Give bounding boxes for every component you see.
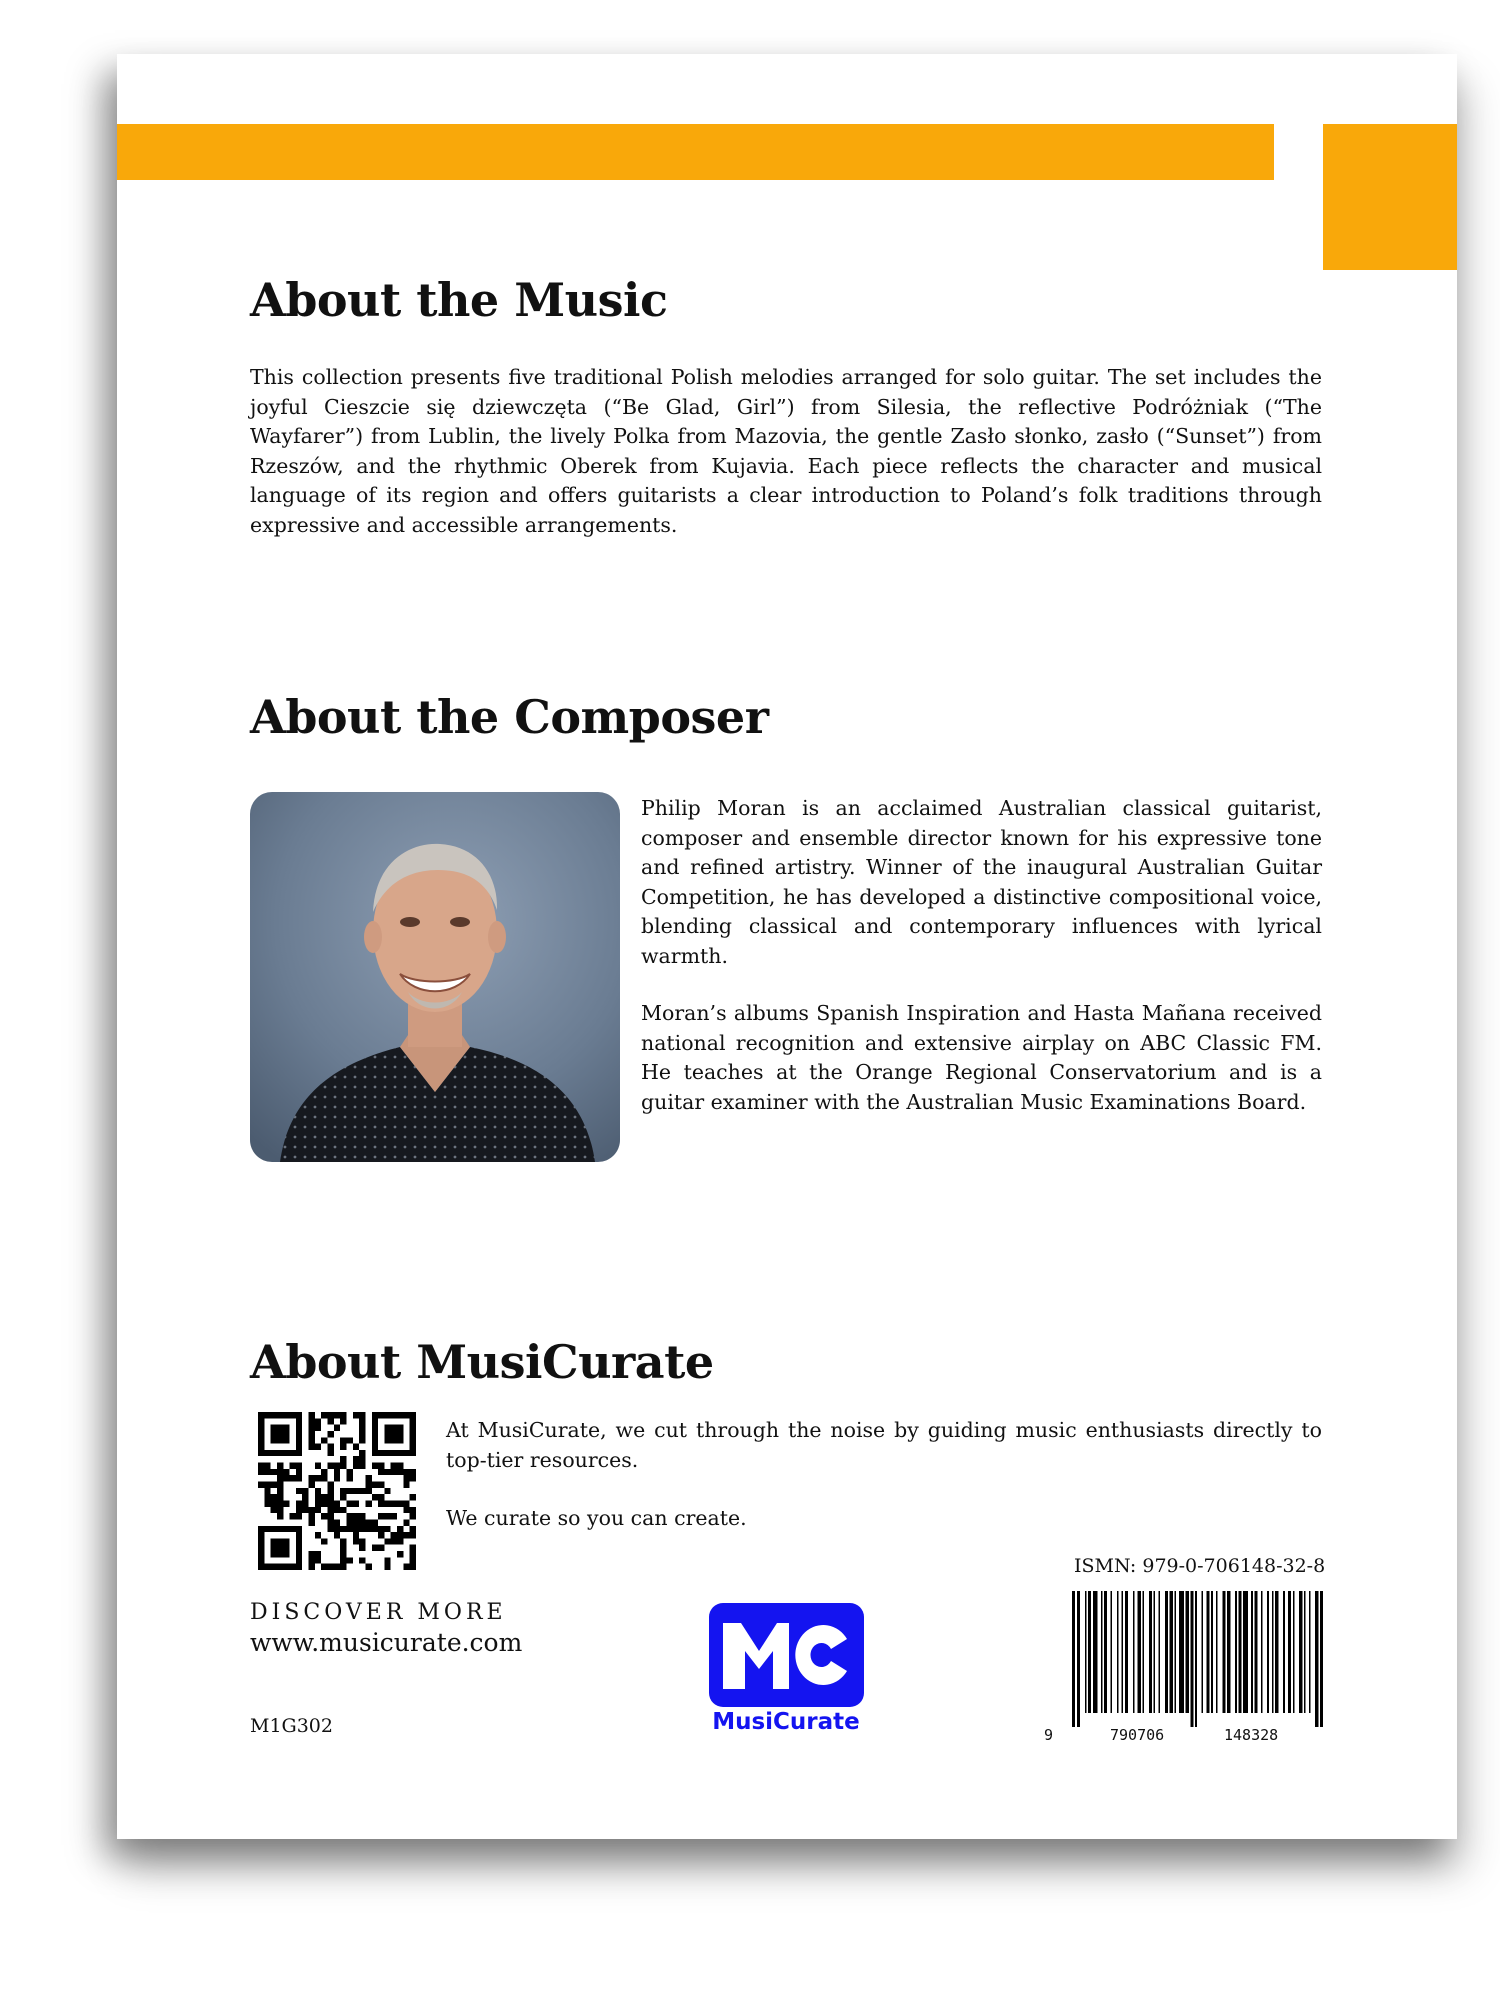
logo-wordmark: MusiCurate	[712, 1709, 860, 1735]
music-description: This collection presents five traditional Polish melodies arranged for solo guitar. The set includes the joyful Cieszcie się dziewczęta (“Be Glad, Girl”) from Silesia, the reflective Podróżniak (“The Wayfarer”) from Lublin, the lively Polka from Mazovia, the gentle Zasło słonko, zasło (“Sunset”) from Rzeszów, and the rhythmic Oberek from Kujavia. Each piece reflects the character and musical language of its region and offers guitarists a clear introduction to Poland’s folk traditions through expressive and accessible arrangements.	[250, 365, 1322, 537]
accent-bar	[117, 124, 1274, 180]
publisher-text-1: At MusiCurate, we cut through the noise by guiding music enthusiasts directly to top-tier resources.	[446, 1418, 1322, 1472]
composer-bio-2: Moran’s albums Spanish Inspiration and Hasta Mañana received national recognition and extensive airplay on ABC Classic FM. He teaches at the Orange Regional Conservatorium and is a guitar examiner with the Australian Music Examinations Board.	[641, 1001, 1322, 1114]
composer-bio-1: Philip Moran is an acclaimed Australian classical guitarist, composer and ensemble director known for his expressive tone and refined artistry. Winner of the inaugural Australian Guitar Competition, he has developed a distinctive compositional voice, blending classical and contemporary influences with lyrical warmth.	[641, 796, 1322, 968]
accent-corner-block	[1323, 124, 1457, 270]
website-link[interactable]: www.musicurate.com	[250, 1628, 523, 1657]
catalog-number: M1G302	[250, 1715, 333, 1737]
composer-heading: About the Composer	[250, 690, 769, 744]
barcode	[1068, 1591, 1324, 1727]
barcode-digit-lead: 9	[1044, 1726, 1054, 1744]
qr-code[interactable]	[258, 1412, 416, 1570]
publisher-heading: About MusiCurate	[250, 1335, 714, 1389]
composer-photo	[250, 792, 620, 1162]
discover-more-label: DISCOVER MORE	[250, 1600, 507, 1625]
publisher-tagline: We curate so you can create.	[446, 1506, 747, 1530]
musicurate-logo	[709, 1603, 864, 1707]
barcode-digits-left: 790706	[1110, 1726, 1165, 1744]
music-heading: About the Music	[250, 273, 668, 327]
ismn-label: ISMN: 979-0-706148-32-8	[1074, 1555, 1326, 1577]
barcode-digits-right: 148328	[1224, 1726, 1279, 1744]
